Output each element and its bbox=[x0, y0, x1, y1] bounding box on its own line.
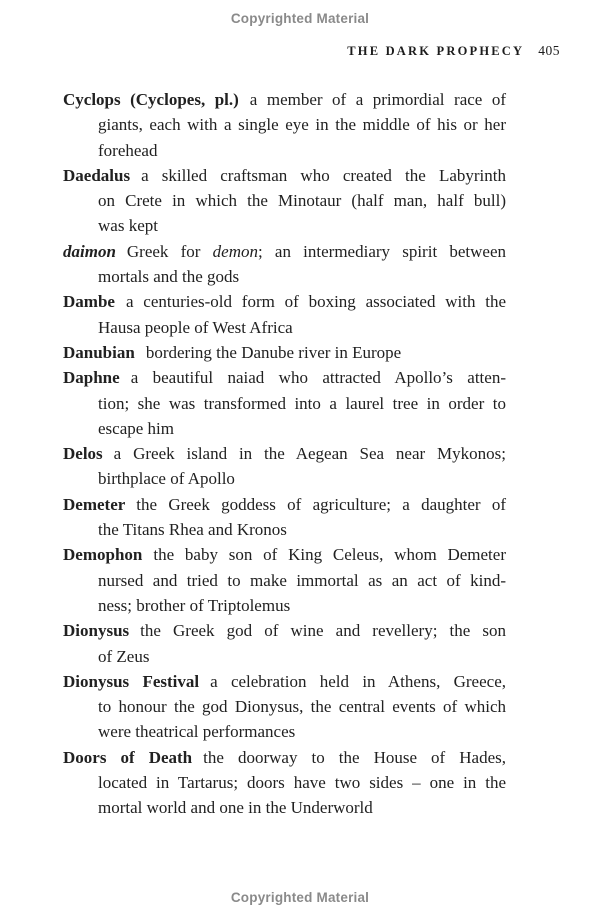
entry-line bbox=[63, 618, 506, 643]
definition-text: bordering the Danube river in Europe bbox=[145, 342, 402, 362]
entry-line bbox=[63, 441, 506, 466]
entry-term: Demophon bbox=[63, 545, 143, 565]
entry-term: Daphne bbox=[63, 368, 120, 388]
glossary-entry bbox=[63, 239, 506, 290]
glossary-entry bbox=[63, 163, 506, 239]
entry-line bbox=[63, 745, 506, 770]
entry-line bbox=[98, 112, 506, 137]
definition-text: nursed and tried to make immortal as an act of kind- bbox=[98, 570, 506, 590]
definition-text: ; an intermediary spirit between bbox=[258, 241, 507, 261]
entry-line bbox=[98, 315, 506, 340]
definition-text: tion; she was transformed into a laurel tree in order to bbox=[98, 393, 506, 413]
definition-text: Hausa people of West Africa bbox=[98, 317, 293, 337]
entry-line bbox=[63, 239, 506, 264]
entry-line bbox=[98, 138, 506, 163]
definition-text: mortals and the gods bbox=[98, 267, 240, 287]
glossary-entry bbox=[63, 492, 506, 543]
entry-line bbox=[63, 87, 506, 112]
definition-text: the Greek god of wine and revellery; the son bbox=[140, 621, 506, 641]
entry-line bbox=[98, 795, 506, 820]
entry-line bbox=[63, 163, 506, 188]
definition-text: Greek for bbox=[126, 241, 213, 261]
definition-text: of Zeus bbox=[98, 646, 150, 666]
definition-text: were theatrical performances bbox=[98, 722, 296, 742]
copyright-banner-bottom: Copyrighted Material bbox=[230, 890, 370, 905]
glossary-entry bbox=[63, 745, 506, 821]
entry-line bbox=[98, 694, 506, 719]
definition-text: was kept bbox=[98, 216, 158, 236]
copyright-banner-top: Copyrighted Material bbox=[230, 11, 370, 26]
entry-line bbox=[98, 517, 506, 542]
definition-text: a skilled craftsman who created the Labyrinth bbox=[141, 165, 506, 185]
entry-line bbox=[98, 770, 506, 795]
glossary-entry bbox=[63, 441, 506, 492]
page-number: 405 bbox=[538, 43, 560, 58]
glossary-entry bbox=[63, 87, 506, 163]
entry-term: Dambe bbox=[63, 292, 115, 312]
glossary-entry bbox=[63, 542, 506, 618]
entry-line bbox=[98, 568, 506, 593]
entry-line bbox=[63, 542, 506, 567]
definition-text: a celebration held in Athens, Greece, bbox=[210, 671, 506, 691]
entry-term: Dionysus bbox=[63, 621, 130, 641]
book-title: THE DARK PROPHECY bbox=[347, 44, 525, 58]
entry-line bbox=[98, 644, 506, 669]
entry-line bbox=[98, 213, 506, 238]
entry-line bbox=[63, 365, 506, 390]
entry-line bbox=[63, 669, 506, 694]
glossary-entry bbox=[63, 669, 506, 745]
definition-text: a beautiful naiad who attracted Apollo’s atten- bbox=[130, 368, 506, 388]
glossary-entry bbox=[63, 618, 506, 669]
entry-term: Demeter bbox=[63, 494, 126, 514]
entry-line bbox=[98, 416, 506, 441]
entry-term: Danubian bbox=[63, 342, 135, 362]
entry-term: Cyclops (Cyclopes, pl.) bbox=[63, 90, 239, 109]
definition-text: a centuries-old form of boxing associated with the bbox=[125, 292, 506, 312]
entry-line bbox=[63, 289, 506, 314]
definition-text: mortal world and one in the Underworld bbox=[98, 798, 373, 818]
definition-text: to honour the god Dionysus, the central events of which bbox=[98, 697, 506, 717]
definition-text: the doorway to the House of Hades, bbox=[203, 747, 506, 767]
definition-text: giants, each with a single eye in the middle of his or her bbox=[98, 115, 506, 135]
definition-text: the Greek goddess of agriculture; a daughter of bbox=[136, 494, 506, 514]
running-header bbox=[347, 42, 560, 60]
glossary-entries bbox=[63, 87, 506, 821]
entry-term: Dionysus Festival bbox=[63, 671, 200, 691]
definition-text: a member of a primordial race of bbox=[249, 90, 507, 109]
entry-term: Daedalus bbox=[63, 165, 131, 185]
glossary-entry bbox=[63, 340, 506, 365]
entry-term: Doors of Death bbox=[63, 747, 193, 767]
entry-line bbox=[63, 492, 506, 517]
definition-text: located in Tartarus; doors have two sides – one in the bbox=[98, 773, 506, 793]
entry-term: daimon bbox=[63, 241, 116, 261]
glossary-entry bbox=[63, 289, 506, 340]
definition-text: on Crete in which the Minotaur (half man, half bull) bbox=[98, 191, 506, 211]
definition-text: forehead bbox=[98, 140, 158, 160]
entry-line bbox=[98, 466, 506, 491]
entry-line bbox=[98, 264, 506, 289]
definition-text: demon bbox=[212, 241, 258, 261]
definition-text: the baby son of King Celeus, whom Demeter bbox=[153, 545, 506, 565]
entry-term: Delos bbox=[63, 444, 103, 464]
entry-line bbox=[98, 391, 506, 416]
definition-text: escape him bbox=[98, 418, 174, 438]
entry-line bbox=[63, 340, 506, 365]
entry-line bbox=[98, 593, 506, 618]
entry-line bbox=[98, 719, 506, 744]
definition-text: birthplace of Apollo bbox=[98, 469, 235, 489]
definition-text: the Titans Rhea and Kronos bbox=[98, 520, 287, 540]
definition-text: a Greek island in the Aegean Sea near Mykonos; bbox=[113, 444, 506, 464]
definition-text: ness; brother of Triptolemus bbox=[98, 595, 291, 615]
glossary-entry bbox=[63, 365, 506, 441]
entry-line bbox=[98, 188, 506, 213]
